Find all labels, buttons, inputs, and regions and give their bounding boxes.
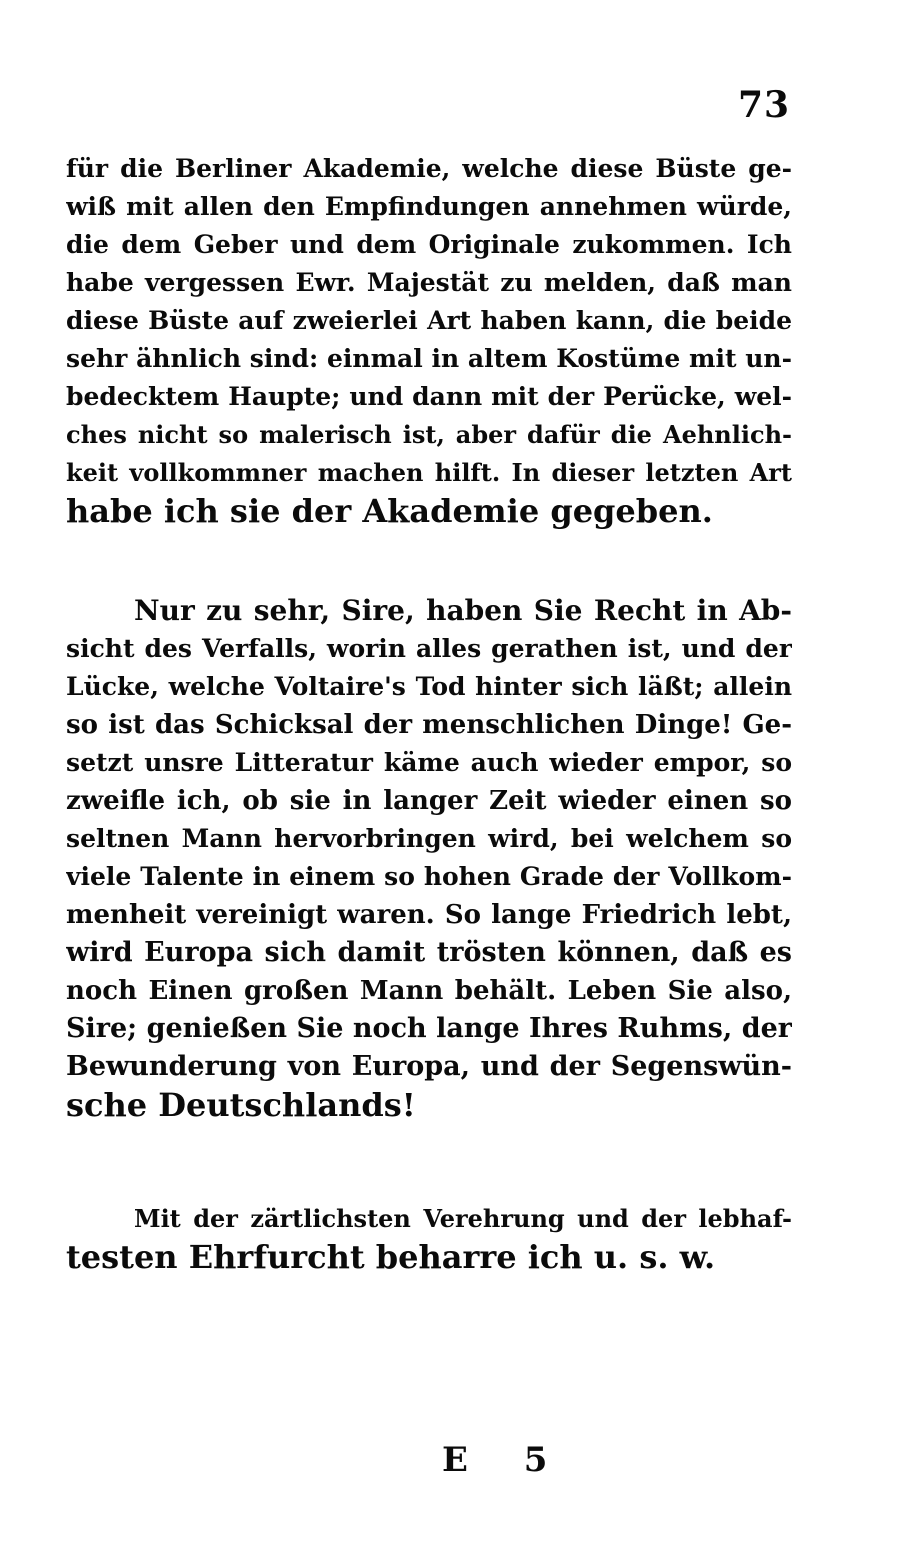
text-line: sehr ähnlich sind: einmal in altem Kostüme mit un- [66, 344, 792, 373]
text-line: seltnen Mann hervorbringen wird, bei welchem so [66, 824, 792, 853]
text-line: diese Büste auf zweierlei Art haben kann, die beide [66, 306, 792, 335]
text-line: sicht des Verfalls, worin alles gerathen ist, und der [66, 634, 792, 663]
text-line: setzt unsre Litteratur käme auch wieder empor, so [66, 748, 792, 777]
paragraph-2 [66, 592, 792, 1124]
text-line: wird Europa sich damit trösten können, daß es [66, 937, 792, 968]
page-number: 73 [738, 84, 791, 126]
text-line: keit vollkommner machen hilft. In dieser letzten Art [66, 458, 792, 487]
text-line: sche Deutschlands! [66, 1086, 416, 1124]
text-line: Lücke, welche Voltaire's Tod hinter sich läßt; allein [66, 672, 792, 701]
text-line: Nur zu sehr, Sire, haben Sie Recht in Ab- [134, 594, 792, 627]
text-line: viele Talente in einem so hohen Grade der Vollkom- [66, 862, 792, 891]
text-line: zweifle ich, ob sie in langer Zeit wieder einen so [66, 786, 792, 816]
text-line: die dem Geber und dem Originale zukommen. Ich [66, 230, 792, 259]
paragraph-1 [66, 150, 792, 530]
text-line: habe ich sie der Akademie gegeben. [66, 492, 713, 530]
text-line: für die Berliner Akademie, welche diese Büste ge- [66, 154, 792, 183]
text-line: testen Ehrfurcht beharre ich u. s. w. [66, 1238, 716, 1276]
text-line: ches nicht so malerisch ist, aber dafür die Aehnlich- [66, 420, 792, 449]
text-line: Bewunderung von Europa, und der Segenswün- [66, 1051, 792, 1082]
text-line: Sire; genießen Sie noch lange Ihres Ruhms, der [66, 1013, 792, 1044]
text-line: habe vergessen Ewr. Majestät zu melden, daß man [66, 268, 792, 297]
text-line: menheit vereinigt waren. So lange Friedrich lebt, [66, 900, 792, 930]
text-line: bedecktem Haupte; und dann mit der Perücke, wel- [66, 382, 792, 411]
text-line: noch Einen großen Mann behält. Leben Sie also, [66, 976, 792, 1006]
text-line: Mit der zärtlichsten Verehrung und der lebhaf- [134, 1204, 792, 1233]
text-line: wiß mit allen den Empfindungen annehmen würde, [66, 192, 792, 221]
signature-mark: E 5 [442, 1440, 570, 1480]
text-line: so ist das Schicksal der menschlichen Dinge! Ge- [66, 710, 792, 740]
paragraph-3 [66, 1200, 792, 1276]
